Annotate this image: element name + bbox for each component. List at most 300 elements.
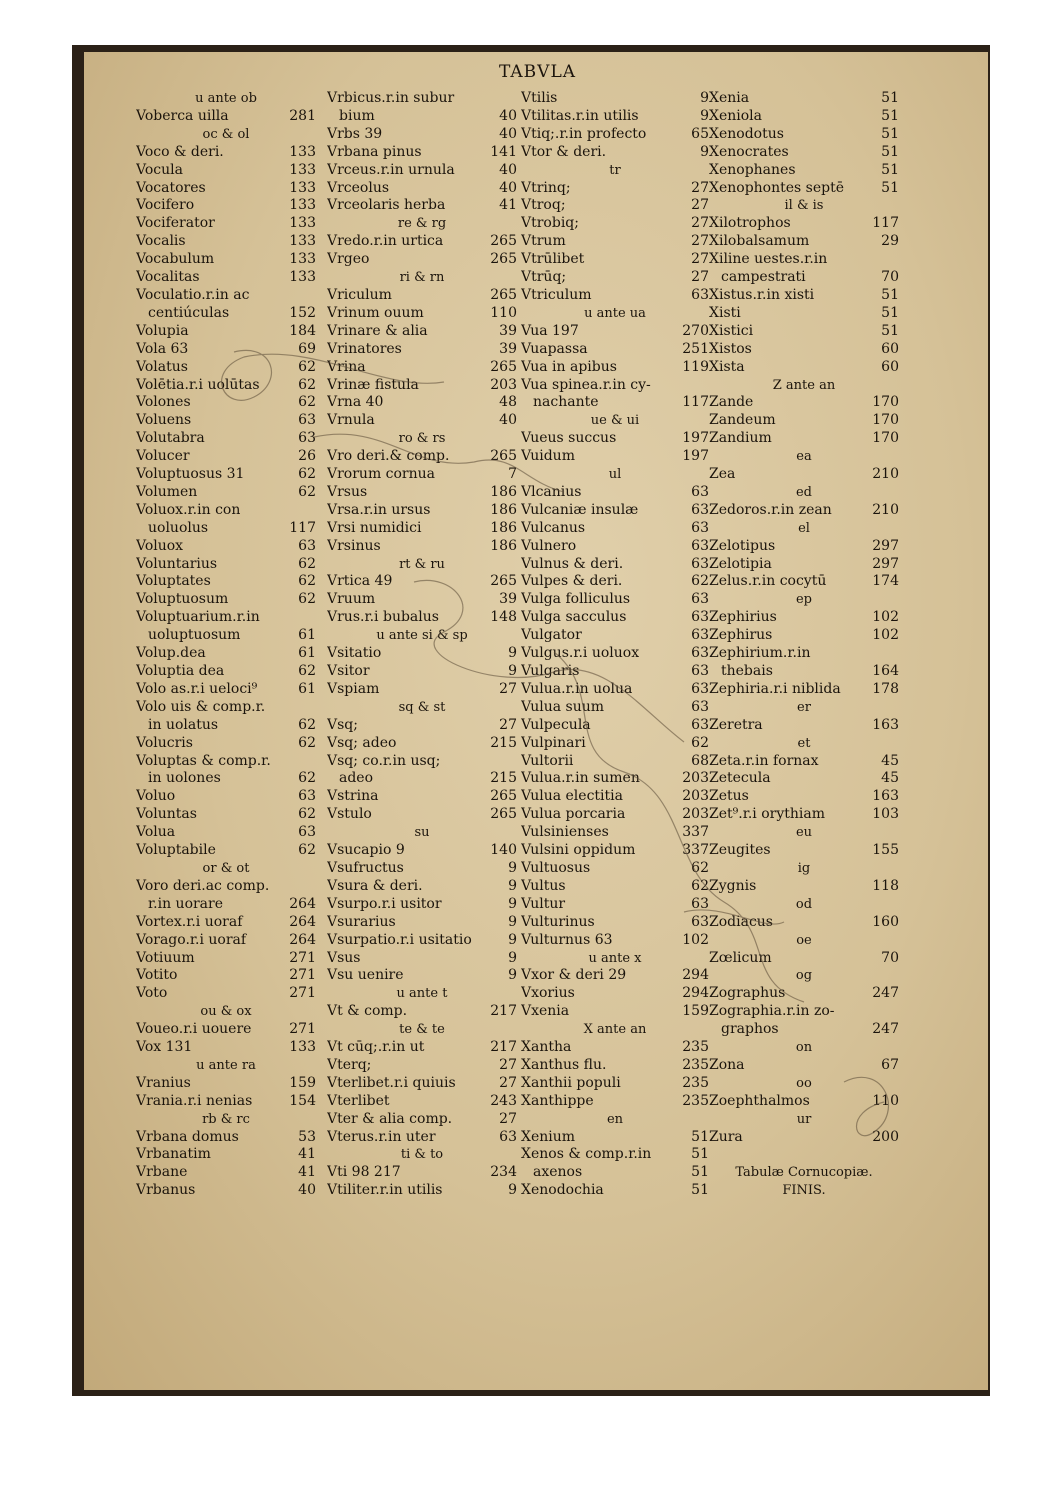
index-section-heading	[709, 824, 899, 842]
index-term: Vrsus	[327, 483, 368, 500]
index-page-number: 235	[682, 1092, 709, 1109]
index-entry	[709, 108, 899, 126]
index-page-number: 63	[691, 663, 709, 679]
index-section-heading	[136, 1057, 316, 1075]
index-entry	[136, 305, 316, 323]
index-page-number: 27	[691, 269, 709, 286]
index-page-number: 133	[289, 179, 316, 196]
index-page-number: 51	[691, 1182, 709, 1199]
index-page-number: 294	[682, 985, 709, 1002]
index-page-number: 63	[691, 645, 709, 662]
index-term: Zetus	[709, 788, 749, 805]
index-entry	[136, 806, 316, 824]
index-term: su	[414, 825, 430, 841]
index-section-heading	[709, 932, 899, 950]
index-entry	[136, 735, 316, 753]
index-page-number: 102	[872, 627, 899, 644]
index-page-number: 62	[298, 716, 316, 733]
index-term: Vuapassa	[521, 340, 588, 357]
index-term: Volup.dea	[136, 645, 206, 662]
index-entry	[136, 412, 316, 430]
index-entry	[327, 484, 517, 502]
index-entry	[327, 108, 517, 126]
index-term: Vulua suum	[521, 698, 605, 715]
index-term: en	[606, 1111, 624, 1127]
index-term: Vt cūq;.r.in ut	[327, 1039, 425, 1056]
index-column-4	[709, 90, 899, 1200]
index-section-heading	[327, 556, 517, 574]
index-term: Vua in apibus	[521, 358, 617, 375]
index-entry	[327, 377, 517, 395]
index-term: Voluntarius	[136, 555, 218, 572]
index-page-number: 62	[298, 591, 316, 608]
index-entry	[327, 1003, 517, 1021]
index-entry	[327, 1129, 517, 1147]
index-page-number: 63	[499, 1128, 517, 1145]
index-entry	[521, 753, 709, 771]
index-term: Voculatio.r.in ac	[136, 286, 250, 303]
index-page-number: 63	[691, 286, 709, 303]
index-entry	[709, 394, 899, 412]
index-term: re & rg	[397, 216, 447, 232]
index-term: Xeniola	[709, 107, 762, 124]
index-page-number: 67	[881, 1056, 899, 1073]
index-term: Voluptuarium.r.in	[136, 609, 260, 626]
index-term: Vsus	[327, 949, 361, 966]
index-term: Zoephthalmos	[709, 1092, 810, 1109]
index-term: Zeretra	[709, 716, 763, 733]
index-term: or & ot	[202, 860, 250, 876]
index-term: Xanthus flu.	[521, 1056, 607, 1073]
index-entry	[136, 215, 316, 233]
index-entry	[327, 197, 517, 215]
index-entry	[327, 591, 517, 609]
index-page-number: 164	[872, 663, 899, 679]
index-entry	[709, 215, 899, 233]
index-page-number: 51	[691, 1128, 709, 1145]
index-term: Xenodotus	[709, 125, 784, 142]
index-page-number: 197	[682, 430, 709, 447]
index-entry	[709, 609, 899, 627]
index-term: Z ante an	[772, 377, 836, 393]
index-term: ed	[795, 484, 812, 500]
index-section-heading	[327, 627, 517, 645]
index-term: Vtrobiq;	[521, 215, 579, 232]
index-entry	[136, 914, 316, 932]
index-entry	[709, 412, 899, 430]
index-term: Xenodochia	[521, 1182, 604, 1199]
index-term: Vrbanatim	[136, 1146, 211, 1163]
index-term: in uolatus	[148, 716, 219, 733]
index-entry	[136, 377, 316, 395]
index-entry	[327, 90, 517, 108]
index-section-heading	[521, 1021, 709, 1039]
index-term: Volutabra	[136, 430, 205, 447]
index-page-number: 203	[682, 806, 709, 823]
index-page-number: 264	[289, 931, 316, 948]
index-term: ti & to	[400, 1147, 444, 1163]
index-page-number: 63	[691, 609, 709, 626]
index-entry	[136, 1146, 316, 1164]
index-page-number: 51	[881, 125, 899, 142]
index-term: Vtroq;	[521, 197, 566, 214]
index-term: Voluptas & comp.r.	[136, 752, 271, 769]
index-page-number: 62	[298, 770, 316, 787]
index-entry	[521, 573, 709, 591]
index-entry	[709, 556, 899, 574]
index-entry	[327, 162, 517, 180]
index-entry	[136, 770, 316, 788]
index-term: Vrsa.r.in ursus	[327, 501, 431, 518]
index-page-number: 40	[298, 1182, 316, 1199]
index-entry	[136, 985, 316, 1003]
index-entry	[521, 627, 709, 645]
index-page-number: 62	[691, 859, 709, 876]
index-term: adeo	[339, 770, 374, 787]
index-term: oe	[796, 932, 812, 948]
index-page-number: 63	[691, 895, 709, 912]
index-term: Vtrinq;	[521, 179, 571, 196]
index-page-number: 70	[881, 269, 899, 286]
index-term: Vsitor	[327, 663, 370, 679]
index-entry	[327, 914, 517, 932]
index-entry	[136, 1182, 316, 1200]
index-entry	[521, 1057, 709, 1075]
index-page-number: 215	[490, 770, 517, 787]
index-term: Zandium	[709, 430, 772, 447]
index-entry	[136, 1021, 316, 1039]
index-entry	[327, 233, 517, 251]
index-term: Vstrina	[327, 788, 379, 805]
index-page-number: 39	[499, 591, 517, 608]
index-entry	[709, 430, 899, 448]
index-page-number: 62	[298, 663, 316, 679]
index-term: og	[795, 968, 813, 984]
index-page-number: 152	[289, 304, 316, 321]
index-term: Vocabulum	[136, 251, 215, 268]
index-section-heading	[521, 1111, 709, 1129]
index-term: Vulga folliculus	[521, 591, 631, 608]
index-page-number: 163	[872, 716, 899, 733]
index-page-number: 203	[490, 376, 517, 393]
index-entry	[709, 985, 899, 1003]
index-term: Vocalis	[136, 233, 186, 250]
index-page-number: 265	[490, 358, 517, 375]
index-page-number: 118	[872, 877, 899, 894]
index-term: et	[797, 735, 811, 751]
index-term: Vua 197	[521, 322, 579, 339]
index-page-number: 294	[682, 967, 709, 984]
index-page-number: 51	[881, 90, 899, 106]
index-entry	[136, 538, 316, 556]
index-entry	[327, 1111, 517, 1129]
index-term: Zœlicum	[709, 949, 772, 966]
index-page-number: 51	[691, 1146, 709, 1163]
index-page-number: 297	[872, 555, 899, 572]
index-entry	[136, 448, 316, 466]
index-page-number: 133	[289, 197, 316, 214]
index-page-number: 133	[289, 269, 316, 286]
index-page-number: 200	[872, 1128, 899, 1145]
index-page-number: 41	[499, 197, 517, 214]
index-page-number: 110	[490, 304, 517, 321]
index-term: Vulpes & deri.	[521, 573, 623, 590]
index-term: Voluox	[136, 537, 184, 554]
index-page-number: 203	[682, 788, 709, 805]
index-page-number: 27	[691, 251, 709, 268]
index-entry	[327, 341, 517, 359]
index-term: Vt & comp.	[327, 1003, 408, 1020]
index-term: Zona	[709, 1056, 745, 1073]
index-page-number: 69	[298, 340, 316, 357]
index-entry	[327, 967, 517, 985]
index-page-number: 62	[298, 555, 316, 572]
index-term: Voluptuosum	[136, 591, 229, 608]
index-term: Vrceolaris herba	[327, 197, 446, 214]
index-term: Vulnero	[521, 537, 577, 554]
index-entry	[521, 842, 709, 860]
index-term: Vrorum cornua	[327, 466, 436, 483]
index-entry	[136, 269, 316, 287]
index-entry	[521, 735, 709, 753]
index-page-number: 70	[881, 949, 899, 966]
index-term: Vrsi numidici	[327, 519, 422, 536]
index-page-number: 271	[289, 967, 316, 984]
index-term: ea	[796, 449, 812, 465]
index-entry	[136, 1075, 316, 1093]
index-page-number: 103	[872, 806, 899, 823]
index-entry	[327, 466, 517, 484]
index-entry	[709, 251, 899, 269]
index-entry	[327, 144, 517, 162]
index-page-number: 140	[490, 842, 517, 859]
index-term: campestrati	[721, 269, 806, 286]
index-entry	[709, 645, 899, 663]
index-page-number: 247	[872, 1021, 899, 1038]
index-term: Vrus.r.i bubalus	[327, 609, 439, 626]
index-page-number: 243	[490, 1092, 517, 1109]
index-entry	[327, 770, 517, 788]
index-section-heading	[709, 520, 899, 538]
index-page-number: 41	[298, 1146, 316, 1163]
index-entry	[327, 878, 517, 896]
index-term: Zephirius	[709, 609, 777, 626]
index-term: Zura	[709, 1128, 743, 1145]
index-entry	[521, 126, 709, 144]
index-page-number: 217	[490, 1003, 517, 1020]
index-term: Zographus	[709, 985, 786, 1002]
index-entry	[709, 1129, 899, 1147]
index-entry	[521, 341, 709, 359]
index-term: Volones	[136, 394, 191, 411]
index-page-number: 27	[499, 716, 517, 733]
index-term: ur	[796, 1111, 812, 1127]
index-term: Vuidum	[521, 448, 575, 465]
index-entry	[709, 359, 899, 377]
index-page-number: 60	[881, 340, 899, 357]
index-term: Vociferator	[136, 215, 215, 232]
index-entry	[521, 914, 709, 932]
index-term: Vxor & deri 29	[521, 967, 627, 984]
index-term: Vriculum	[327, 286, 392, 303]
index-term: Zet⁹.r.i orythiam	[709, 806, 826, 823]
index-term: Volumen	[136, 483, 198, 500]
index-term: Vsq; co.r.in usq;	[327, 752, 441, 769]
index-term: Voluptabile	[136, 842, 216, 859]
index-section-heading	[709, 1111, 899, 1129]
index-entry	[709, 126, 899, 144]
index-page-number: 170	[872, 412, 899, 429]
index-entry	[327, 359, 517, 377]
index-section-heading	[327, 215, 517, 233]
index-term: Vrtica 49	[327, 573, 393, 590]
index-term: Vtiq;.r.in profecto	[521, 125, 647, 142]
index-term: Vortex.r.i uoraf	[136, 913, 243, 930]
index-term: Vulturinus	[521, 913, 595, 930]
index-term: Vueus succus	[521, 430, 617, 447]
index-entry	[709, 842, 899, 860]
index-term: Zande	[709, 394, 754, 411]
index-entry	[136, 1129, 316, 1147]
index-page-number: 62	[298, 573, 316, 590]
index-term: Vtriculum	[521, 286, 592, 303]
index-term: tr	[609, 162, 621, 178]
index-section-heading	[521, 412, 709, 430]
index-entry	[136, 359, 316, 377]
index-term: Vulgus.r.i uoluox	[521, 645, 640, 662]
index-entry	[327, 520, 517, 538]
index-section-heading	[709, 1182, 899, 1200]
index-entry	[327, 806, 517, 824]
index-term: Vsura & deri.	[327, 877, 423, 894]
index-entry	[136, 932, 316, 950]
index-page-number: 51	[881, 179, 899, 196]
index-entry	[521, 1003, 709, 1021]
index-page-number: 63	[298, 824, 316, 841]
index-entry	[709, 573, 899, 591]
index-section-heading	[136, 1003, 316, 1021]
index-page-number: 27	[499, 1074, 517, 1091]
index-term: Vsufructus	[327, 859, 404, 876]
index-entry	[521, 233, 709, 251]
index-term: u ante si & sp	[376, 628, 468, 644]
index-page-number: 63	[691, 627, 709, 644]
index-page-number: 9	[508, 949, 517, 966]
index-term: Volupia	[136, 322, 189, 339]
index-term: te & te	[399, 1022, 445, 1038]
index-page-number: 27	[691, 179, 709, 196]
index-column-2	[327, 90, 517, 1200]
index-entry	[136, 251, 316, 269]
index-page-number: 264	[289, 895, 316, 912]
index-entry	[136, 1164, 316, 1182]
index-entry	[521, 287, 709, 305]
index-section-heading	[136, 90, 316, 108]
index-page-number: 265	[490, 251, 517, 268]
index-entry	[521, 896, 709, 914]
index-entry	[136, 788, 316, 806]
index-page-number: 133	[289, 233, 316, 250]
index-term: Vtrūq;	[521, 269, 567, 286]
index-entry	[327, 842, 517, 860]
index-entry	[521, 90, 709, 108]
index-term: Xistos	[709, 340, 752, 357]
index-term: Xilotrophos	[709, 215, 791, 232]
index-term: Vrceus.r.in urnula	[327, 161, 455, 178]
index-page-number: 62	[298, 483, 316, 500]
index-entry	[327, 573, 517, 591]
index-term: u ante ob	[195, 91, 257, 106]
index-page-number: 61	[298, 645, 316, 662]
index-page-number: 63	[691, 501, 709, 518]
index-entry	[709, 1021, 899, 1039]
index-term: Zelotipus	[709, 537, 776, 554]
index-entry	[136, 573, 316, 591]
index-entry	[327, 663, 517, 681]
index-term: nachante	[533, 394, 599, 411]
index-entry	[136, 842, 316, 860]
index-page-number: 51	[881, 304, 899, 321]
index-entry	[521, 717, 709, 735]
index-term: Vxorius	[521, 985, 575, 1002]
index-section-heading	[709, 1075, 899, 1093]
index-page-number: 40	[499, 179, 517, 196]
index-section-heading	[709, 448, 899, 466]
index-entry	[327, 538, 517, 556]
index-section-heading	[709, 377, 899, 395]
index-page-number: 178	[872, 680, 899, 697]
index-entry	[136, 162, 316, 180]
index-entry	[709, 627, 899, 645]
index-page-number: 63	[298, 788, 316, 805]
index-term: Vrania.r.i nenias	[136, 1092, 253, 1109]
index-section-heading	[521, 466, 709, 484]
index-page-number: 159	[682, 1003, 709, 1020]
index-entry	[709, 341, 899, 359]
index-page-number: 40	[499, 412, 517, 429]
index-section-heading	[136, 1111, 316, 1129]
index-term: Vrbana domus	[136, 1128, 239, 1145]
index-entry	[521, 1075, 709, 1093]
index-page-number: 62	[298, 466, 316, 483]
index-entry	[327, 1075, 517, 1093]
index-page-number: 270	[682, 322, 709, 339]
index-entry	[709, 323, 899, 341]
index-section-heading	[327, 269, 517, 287]
index-term: Vua spinea.r.in cy-	[521, 376, 651, 393]
index-entry	[521, 1182, 709, 1200]
index-entry	[327, 448, 517, 466]
index-term: rt & ru	[399, 556, 445, 572]
index-page-number: 235	[682, 1039, 709, 1056]
index-section-heading	[327, 824, 517, 842]
index-term: Vter & alia comp.	[327, 1110, 453, 1127]
index-section-heading	[709, 699, 899, 717]
index-term: Vulpecula	[521, 716, 591, 733]
index-term: Vsurpatio.r.i usitatio	[327, 931, 472, 948]
index-page-number: 63	[691, 716, 709, 733]
index-entry	[136, 627, 316, 645]
index-page-number: 159	[289, 1074, 316, 1091]
index-entry	[521, 180, 709, 198]
index-term: Vulgator	[521, 627, 582, 644]
index-term: Zelotipia	[709, 555, 772, 572]
index-term: Volo as.r.i ueloci⁹	[136, 680, 258, 697]
index-entry	[709, 1093, 899, 1111]
index-entry	[327, 412, 517, 430]
index-term: u ante t	[396, 986, 448, 1002]
index-term: Vrinum ouum	[327, 304, 424, 321]
